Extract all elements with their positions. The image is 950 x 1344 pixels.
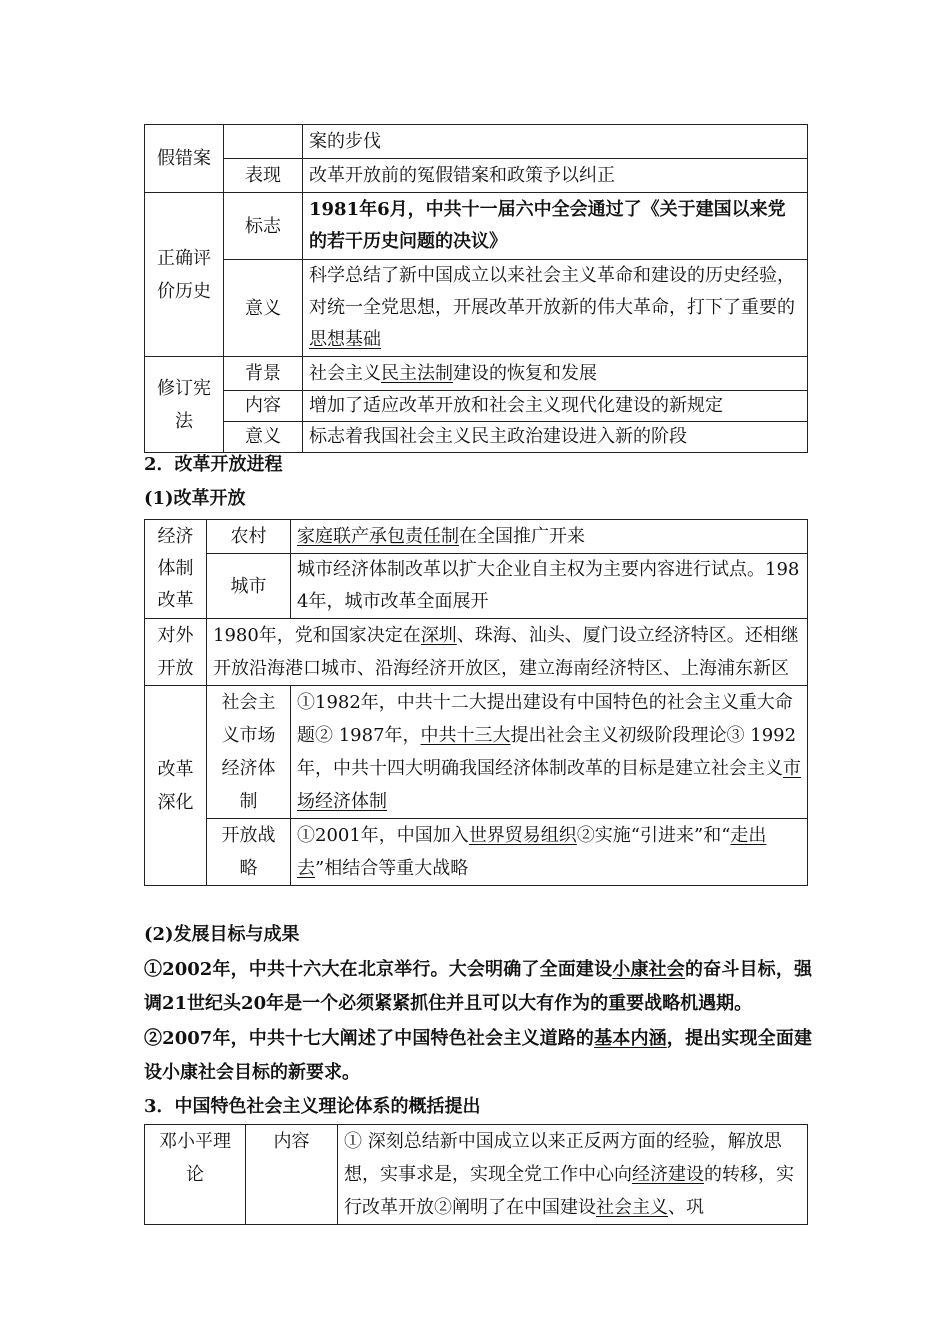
paragraph-2002: ①2002年，中共十六大在北京举行。大会明确了全面建设小康社会的奋斗目标，强调21世纪头20年是一个必须紧紧抓住并且可以大有作为的重要战略机遇期。 bbox=[144, 959, 813, 1014]
table-row bbox=[145, 391, 808, 422]
row-category-constitution: 修订宪法 bbox=[145, 357, 224, 453]
paragraph-2007: ②2007年，中共十七大阐述了中国特色社会主义道路的基本内涵，提出实现全面建设小康社会目标的新要求。 bbox=[144, 1028, 813, 1083]
row-content: ①1982年，中共十二大提出建设有中国特色的社会主义重大命题② 1987年，中共十三大提出社会主义初级阶段理论③ 1992年，中共十四大明确我国经济体制改革的目标是建立社会主义市场经济体制 bbox=[291, 686, 808, 819]
row-content: 改革开放前的冤假错案和政策予以纠正 bbox=[303, 159, 808, 193]
row-sub-label: 内容 bbox=[224, 391, 303, 422]
row-content: 1981年6月，中共十一届六中全会通过了《关于建国以来党的若干历史问题的决议》 bbox=[303, 193, 808, 260]
row-sub-empty bbox=[224, 125, 303, 159]
row-sub-label: 农村 bbox=[207, 520, 291, 554]
table-row bbox=[145, 554, 808, 619]
table-theory bbox=[144, 1124, 808, 1225]
row-content: 社会主义民主法制建设的恢复和发展 bbox=[303, 357, 808, 391]
underlined-term: 走出去 bbox=[297, 825, 767, 879]
row-sub-label: 表现 bbox=[224, 159, 303, 193]
section-2-heading: 2．改革开放进程 bbox=[144, 454, 283, 475]
row-category-history: 正确评价历史 bbox=[145, 193, 224, 357]
row-sub-label: 社会主义市场经济体制 bbox=[207, 686, 291, 819]
row-sub-label: 内容 bbox=[246, 1125, 338, 1225]
underlined-term: 民主法制 bbox=[381, 362, 453, 384]
underlined-term: 经济建设 bbox=[632, 1164, 704, 1185]
row-content: 1980年，党和国家决定在深圳、珠海、汕头、厦门设立经济特区。还相继开放沿海港口城市、沿海经济开放区，建立海南经济特区、上海浦东新区 bbox=[207, 619, 808, 686]
row-category-opening: 对外开放 bbox=[145, 619, 207, 686]
table-row bbox=[145, 819, 808, 886]
subsection-1-heading: (1)改革开放 bbox=[144, 488, 246, 509]
table-row bbox=[145, 159, 808, 193]
row-sub-label: 意义 bbox=[224, 260, 303, 357]
underlined-term: 社会主义 bbox=[596, 1197, 668, 1218]
row-sub-label: 开放战略 bbox=[207, 819, 291, 886]
table-row bbox=[145, 520, 808, 554]
row-content: ① 深刻总结新中国成立以来正反两方面的经验，解放思想，实事求是，实现全党工作中心向经济建设的转移，实行改革开放②阐明了在中国建设社会主义、巩 bbox=[338, 1125, 808, 1225]
underlined-term: 中共十三大 bbox=[420, 725, 511, 746]
table-row bbox=[145, 125, 808, 159]
row-sub-label: 城市 bbox=[207, 554, 291, 619]
underlined-term: 世界贸易组织 bbox=[468, 825, 577, 846]
row-content: ①2001年，中国加入世界贸易组织②实施“引进来”和“走出去”相结合等重大战略 bbox=[291, 819, 808, 886]
subsection-2-heading: (2)发展目标与成果 bbox=[144, 924, 300, 945]
table-row bbox=[145, 1125, 808, 1225]
row-sub-label: 意义 bbox=[224, 422, 303, 453]
underlined-term: 思想基础 bbox=[309, 329, 381, 350]
row-content: 标志着我国社会主义民主政治建设进入新的阶段 bbox=[303, 422, 808, 453]
row-content: 城市经济体制改革以扩大企业自主权为主要内容进行试点。1984年，城市改革全面展开 bbox=[291, 554, 808, 619]
table-row bbox=[145, 260, 808, 357]
row-content: 科学总结了新中国成立以来社会主义革命和建设的历史经验，对统一全党思想，开展改革开放新的伟大革命，打下了重要的思想基础 bbox=[303, 260, 808, 357]
underlined-term: 基本内涵 bbox=[594, 1028, 667, 1049]
row-sub-label: 标志 bbox=[224, 193, 303, 260]
row-content: 家庭联产承包责任制在全国推广开来 bbox=[291, 520, 808, 554]
row-category-economy: 经济体制改革 bbox=[145, 520, 207, 619]
table-row bbox=[145, 357, 808, 391]
row-category-deepening: 改革深化 bbox=[145, 686, 207, 886]
table-row bbox=[145, 193, 808, 260]
table-row bbox=[145, 686, 808, 819]
row-content: 案的步伐 bbox=[303, 125, 808, 159]
table-row bbox=[145, 422, 808, 453]
row-sub-label: 背景 bbox=[224, 357, 303, 391]
row-category-cases: 假错案 bbox=[145, 125, 224, 193]
table-reform-progress bbox=[144, 519, 808, 886]
row-content: 增加了适应改革开放和社会主义现代化建设的新规定 bbox=[303, 391, 808, 422]
table-reform-history bbox=[144, 124, 808, 453]
table-row bbox=[145, 619, 808, 686]
underlined-term: 家庭联产承包责任制 bbox=[297, 526, 459, 547]
row-category-deng-theory: 邓小平理论 bbox=[145, 1125, 246, 1225]
underlined-term: 深圳 bbox=[420, 625, 457, 646]
section-3-heading: 3．中国特色社会主义理论体系的概括提出 bbox=[144, 1096, 481, 1117]
underlined-term: 小康社会 bbox=[612, 959, 685, 980]
underlined-term: 市场经济体制 bbox=[297, 758, 801, 812]
